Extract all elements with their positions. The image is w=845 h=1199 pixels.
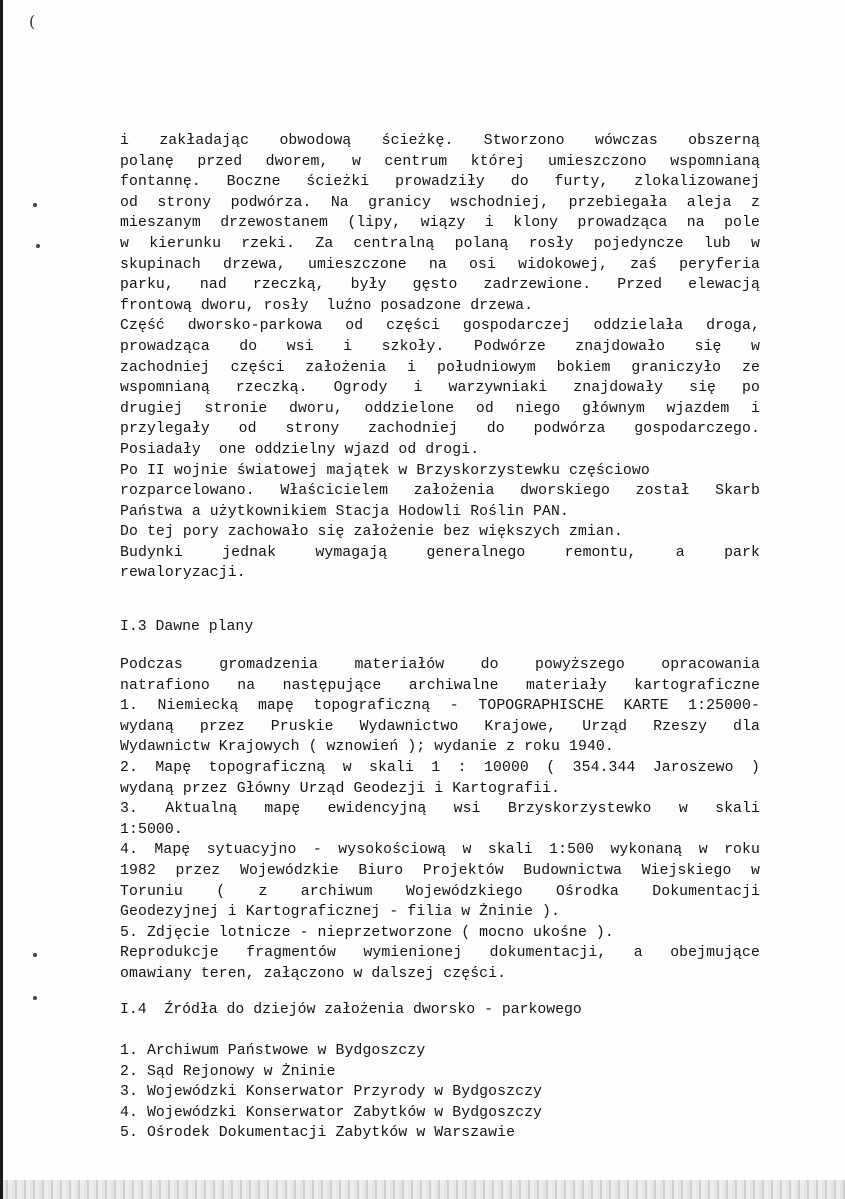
text-line: rozparcelowano. Właścicielem założenia dworskiego został Skarb bbox=[120, 483, 760, 500]
text-line: 1:5000. bbox=[120, 821, 183, 838]
text-line: polanę przed dworem, w centrum której umieszczono wspomnianą bbox=[120, 153, 760, 170]
margin-speck bbox=[33, 953, 37, 957]
margin-speck bbox=[33, 203, 37, 207]
text-line: przylegały od strony zachodniej do podwórza gospodarczego. bbox=[120, 421, 760, 438]
text-line: wspomnianą rzeczką. Ogrody i warzywniaki znajdowały się po bbox=[120, 380, 760, 397]
text-line: Geodezyjnej i Kartograficznej - filia w Żninie ). bbox=[120, 904, 560, 921]
section-heading: I.4 Źródła do dziejów założenia dworsko - parkowego bbox=[120, 1002, 582, 1018]
body-paragraph bbox=[120, 131, 760, 584]
text-line: prowadząca do wsi i szkoły. Podwórze znajdowało się w bbox=[120, 338, 760, 355]
text-line: Posiadały one oddzielny wjazd od drogi. bbox=[120, 441, 480, 458]
corner-mark: ( bbox=[29, 12, 36, 31]
text-line: 2. Mapę topograficzną w skali 1 : 10000 ( 354.344 Jaroszewo ) bbox=[120, 759, 760, 776]
text-line: 1982 przez Wojewódzkie Biuro Projektów Budownictwa Wiejskiego w bbox=[120, 862, 760, 879]
source-list bbox=[120, 1041, 760, 1144]
text-line: Do tej pory zachowało się założenie bez większych zmian. bbox=[120, 524, 623, 541]
list-item: 1. Archiwum Państwowe w Bydgoszczy bbox=[120, 1043, 426, 1059]
text-line: Wydawnictw Krajowych ( wznowień ); wydanie z roku 1940. bbox=[120, 739, 614, 756]
text-line: Państwa a użytkownikiem Stacja Hodowli Roślin PAN. bbox=[120, 503, 569, 520]
text-line: frontową dworu, rosły luźno posadzone drzewa. bbox=[120, 297, 534, 314]
text-line: skupinach drzewa, umieszczone na osi widokowej, zaś peryferia bbox=[120, 256, 760, 273]
scan-bottom-edge bbox=[3, 1180, 845, 1199]
text-line: Po II wojnie światowej majątek w Brzyskorzystewku częściowo bbox=[120, 462, 650, 479]
list-item: 2. Sąd Rejonowy w Żninie bbox=[120, 1063, 336, 1080]
text-line: mieszanym drzewostanem (lipy, wiązy i klony prowadząca na pole bbox=[120, 215, 760, 232]
text-line: 1. Niemiecką mapę topograficzną - TOPOGRAPHISCHE KARTE 1:25000- bbox=[120, 698, 760, 715]
text-line: Podczas gromadzenia materiałów do powyższego opracowania bbox=[120, 657, 760, 673]
text-line: Część dworsko-parkowa od części gospodarczej oddzielała droga, bbox=[120, 318, 760, 335]
text-line: w kierunku rzeki. Za centralną polaną rosły pojedyncze lub w bbox=[120, 235, 760, 252]
list-item: 4. Wojewódzki Konserwator Zabytków w Bydgoszczy bbox=[120, 1104, 543, 1121]
text-line: parku, nad rzeczką, były gęsto zadrzewione. Przed elewacją bbox=[120, 277, 760, 294]
margin-speck bbox=[33, 996, 37, 1000]
text-line: zachodniej części założenia i południowym bokiem graniczyło ze bbox=[120, 359, 760, 376]
text-line: 4. Mapę sytuacyjno - wysokościową w skali 1:500 wykonaną w roku bbox=[120, 842, 760, 859]
list-item: 3. Wojewódzki Konserwator Przyrody w Bydgoszczy bbox=[120, 1084, 543, 1101]
section-heading: I.3 Dawne plany bbox=[120, 619, 254, 635]
text-line: od strony podwórza. Na granicy wschodniej, przebiegała aleja z bbox=[120, 194, 760, 211]
body-paragraph bbox=[120, 655, 760, 985]
text-line: i zakładając obwodową ścieżkę. Stworzono wówczas obszerną bbox=[120, 133, 760, 149]
text-line: 3. Aktualną mapę ewidencyjną wsi Brzyskorzystewko w skali bbox=[120, 801, 760, 818]
text-line: natrafiono na następujące archiwalne materiały kartograficzne bbox=[120, 677, 760, 694]
text-line: wydaną przez Główny Urząd Geodezji i Kartografii. bbox=[120, 780, 560, 797]
text-line: drugiej stronie dworu, oddzielone od niego głównym wjazdem i bbox=[120, 400, 760, 417]
text-line: 5. Zdjęcie lotnicze - nieprzetworzone ( mocno ukośne ). bbox=[120, 924, 614, 941]
text-line: Reprodukcje fragmentów wymienionej dokumentacji, a obejmujące bbox=[120, 945, 760, 962]
text-line: fontannę. Boczne ścieżki prowadziły do furty, zlokalizowanej bbox=[120, 174, 760, 191]
text-line: Budynki jednak wymagają generalnego remontu, a park bbox=[120, 544, 760, 561]
text-line: Toruniu ( z archiwum Wojewódzkiego Ośrodka Dokumentacji bbox=[120, 883, 760, 900]
margin-speck bbox=[36, 244, 40, 248]
text-line: wydaną przez Pruskie Wydawnictwo Krajowe, Urząd Rzeszy dla bbox=[120, 718, 760, 735]
text-line: omawiany teren, załączono w dalszej części. bbox=[120, 965, 507, 982]
list-item: 5. Ośrodek Dokumentacji Zabytków w Warszawie bbox=[120, 1125, 516, 1142]
text-line: rewaloryzacji. bbox=[120, 565, 246, 582]
